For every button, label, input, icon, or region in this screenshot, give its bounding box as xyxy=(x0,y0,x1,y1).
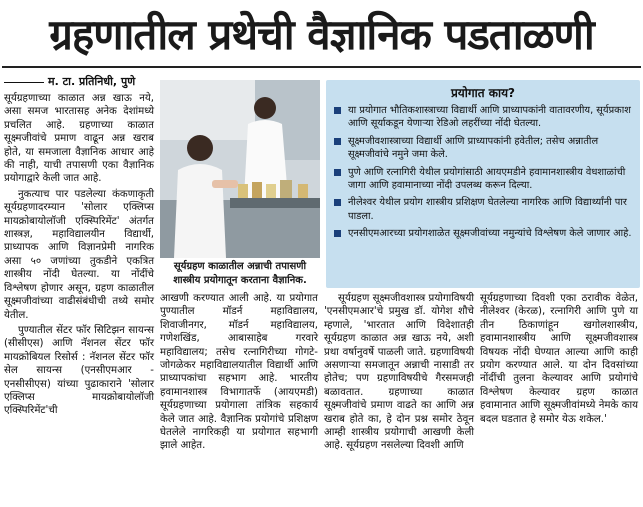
info-box-item-text: पुणे आणि रत्नागिरी येथील प्रयोगांसाठी आयएमडीने हवामानशास्त्रीय वेधशाळांची जागा आणि हवामानाच्या नोंदी उपलब्ध करून दिल्या. xyxy=(348,166,626,192)
byline-dash xyxy=(4,82,44,83)
article-paragraph-3: पुण्यातील सेंटर फॉर सिटिझन सायन्स (सीसीएस) आणि नॅशनल सेंटर फॉर मायक्रोबियल रिसोर्स : नॅशनल सेंटर फॉर सेल सायन्स (एनसीएमआर - एनसीसीएस) यांच्या पुढाकाराने 'सोलार एक्लिप्स मायक्रोबायोलॉजी एक्स्पिरिमेंट'ची xyxy=(4,324,154,417)
photo-caption: सूर्यग्रहण काळातील अन्नाची तपासणी शास्त्रीय प्रयोगातून करताना वैज्ञानिक. xyxy=(173,261,307,286)
square-bullet-icon xyxy=(334,199,341,206)
article-paragraph-5: सूर्यग्रहण सूक्ष्मजीवशास्त्र प्रयोगाविषयी 'एनसीएमआर'चे प्रमुख डॉ. योगेश शौचे म्हणाले, 'भारतात आणि विदेशातही सूर्यग्रहण काळात अन्न खाऊ नये, अशी प्रथा वर्षानुवर्षे पाळली जाते. ग्रहणाविषयी असणाऱ्या समजातून अन्नाची नासाडी तर होतेच; पण ग्रहणाविषयीचे गैरसमजही बळावतात. ग्रहणाच्या काळात सूक्ष्मजीवांचे प्रमाण वाढते का आणि अन्न खराब होते का, हे दोन प्रश्न समोर ठेवून आम्ही शास्त्रीय प्रयोगाची आखणी केली आहे. सूर्यग्रहण नसलेल्या दिवशी आणि xyxy=(324,293,474,452)
info-box-item-text: नीलेश्वर येथील प्रयोग शास्त्रीय प्रशिक्षण घेतलेल्या नागरिक आणि विद्यार्थ्यांनी पार पाडला. xyxy=(348,197,627,222)
info-box-item xyxy=(334,196,634,223)
info-box-title: प्रयोगात काय? xyxy=(450,86,516,100)
square-bullet-icon xyxy=(334,230,341,237)
info-box-item-text: या प्रयोगात भौतिकशास्त्राच्या विद्यार्थी आणि प्राध्यापकांनी वातावरणीय, सूर्यप्रकाश आणि सूर्याकडून येणाऱ्या रेडिओ लहरींच्या नोंदी घेतल्या. xyxy=(348,105,631,130)
info-box-item xyxy=(334,166,634,193)
byline xyxy=(4,74,135,89)
lab-scientists-photo xyxy=(160,80,320,258)
article-column-left xyxy=(4,92,154,420)
byline-text: म. टा. प्रतिनिधी, पुणे xyxy=(48,75,136,88)
info-box-item-text: सूक्ष्मजीवशास्त्राच्या विद्यार्थी आणि प्राध्यापकांनी हवेतील; तसेच अन्नातील सूक्ष्मजीवांचे नमुने जमा केले. xyxy=(348,135,599,161)
article-paragraph-4: आखणी करण्यात आली आहे. या प्रयोगात पुण्यातील मॉडर्न महाविद्यालय, शिवाजीनगर, मॉडर्न महाविद्यालय, गणेशखिंड, आबासाहेब गरवारे महाविद्यालय; तसेच रत्नागिरीच्या गोगटे-जोगळेकर महाविद्यालयातील विद्यार्थी आणि प्राध्यापकांचा सहभाग आहे. भारतीय हवामानशास्त्र विभागातर्फे (आयएमडी) सूर्यग्रहणाच्या प्रयोगाला तांत्रिक सहकार्य केले जात आहे. वैज्ञानिक प्रयोगांचे प्रशिक्षण घेतलेले नागरिकही या प्रयोगात सहभागी झाले आहेत. xyxy=(160,293,318,452)
info-box xyxy=(326,80,640,288)
square-bullet-icon xyxy=(334,169,341,176)
headline: ग्रहणातील प्रथेची वैज्ञानिक पडताळणी xyxy=(49,10,594,59)
info-box-item-text: एनसीएमआरच्या प्रयोगशाळेत सूक्ष्मजीवांच्या नमुन्यांचे विश्लेषण केले जाणार आहे. xyxy=(348,228,632,240)
article-column-4 xyxy=(480,292,638,428)
article-paragraph-2: नुकत्याच पार पडलेल्या कंकणाकृती सूर्यग्रहणादरम्यान 'सोलार एक्लिप्स मायक्रोबायोलॉजी एक्स्पिरिमेंट' अंतर्गत शास्त्रज्ञ, महाविद्यालयीन विद्यार्थी, प्राध्यापक आणि विज्ञानप्रेमी नागरिक असा ५० जणांच्या तुकडीने एकत्रित शास्त्रीय नोंदी घेतल्या. या नोंदींचे विश्लेषण होणार असून, ग्रहण काळातील सूक्ष्मजीवांच्या वाढीसंबंधीची तथ्ये समोर येतील. xyxy=(4,188,154,321)
article-paragraph-1: सूर्यग्रहणाच्या काळात अन्न खाऊ नये, असा समज भारतासह अनेक देशांमध्ये प्रचलित आहे. ग्रहणाच्या काळात सूक्ष्मजीवांचे प्रमाण वाढून अन्न खराब होते, या समजाला वैज्ञानिक आधार आहे की नाही, याची तपासणी एका वैज्ञानिक प्रयोगाद्वारे केली जात आहे. xyxy=(4,93,154,185)
info-box-list xyxy=(334,104,634,245)
article-column-3 xyxy=(324,292,474,455)
article-paragraph-6: सूर्यग्रहणाच्या दिवशी एका ठरावीक वेळेत, नीलेश्वर (केरळ), रत्नागिरी आणि पुणे या तीन ठिकाणांहून खगोलशास्त्रीय, हवामानशास्त्रीय आणि सूक्ष्मजीवशास्त्र विषयक नोंदी घेण्यात आल्या आणि काही प्रयोग करण्यात आले. या दोन दिवसांच्या नोंदींची तुलना केल्यावर आणि प्रयोगांचे विश्लेषण केल्यावर ग्रहण काळात हवामानात आणि सूक्ष्मजीवांमध्ये नेमके काय बदल घडतात हे समोर येऊ शकेल.' xyxy=(480,293,638,425)
square-bullet-icon xyxy=(334,138,341,145)
info-box-item xyxy=(334,104,634,131)
article-photo xyxy=(160,80,320,258)
headline-rule xyxy=(2,66,641,68)
article-column-mid xyxy=(160,292,318,455)
square-bullet-icon xyxy=(334,107,341,114)
info-box-item xyxy=(334,135,634,162)
info-box-item xyxy=(334,227,634,240)
